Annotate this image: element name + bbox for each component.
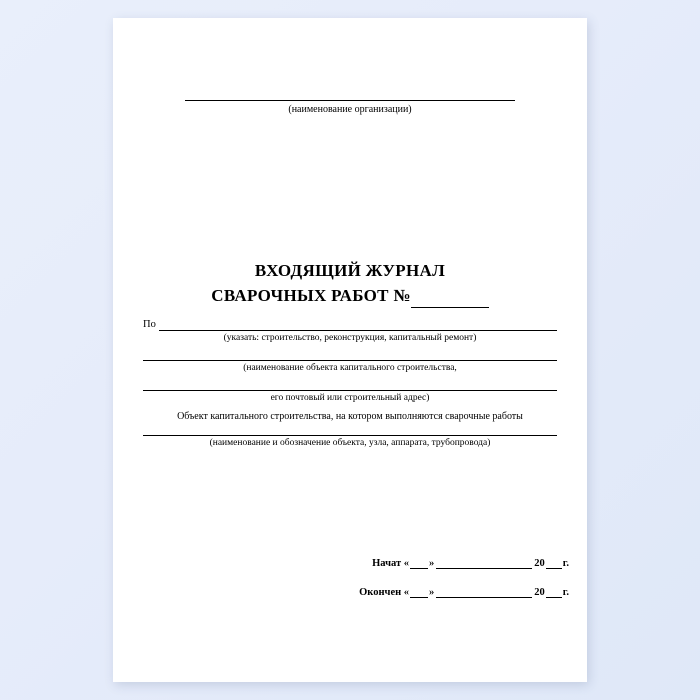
journal-number-blank: [411, 292, 489, 308]
finish-day-blank[interactable]: [410, 587, 428, 598]
field-row-object-name: [143, 349, 557, 374]
organization-block: [185, 100, 515, 116]
start-year-suffix: г.: [562, 558, 569, 569]
finish-label: Окончен «: [359, 587, 410, 598]
field-purpose-label: По: [143, 319, 156, 330]
start-month-blank[interactable]: [436, 558, 532, 569]
document-title: [113, 258, 587, 308]
title-line-2: [113, 283, 587, 308]
field-purpose-caption: (указать: строительство, реконструкция, капитальный ремонт): [223, 333, 477, 343]
start-year-prefix: 20: [534, 558, 545, 569]
finish-month-blank[interactable]: [436, 587, 532, 598]
start-year-blank[interactable]: [546, 558, 562, 569]
field-purpose-blank[interactable]: [159, 319, 557, 331]
finish-year-suffix: г.: [562, 587, 569, 598]
field-object-name-caption: (наименование объекта капитального строительства,: [243, 363, 457, 373]
field-address-blank[interactable]: [143, 379, 557, 391]
finish-year-prefix: 20: [534, 587, 545, 598]
start-quote-close: »: [429, 558, 435, 569]
field-object-designation-blank[interactable]: [143, 424, 557, 436]
field-object-name-blank[interactable]: [143, 349, 557, 361]
footer-row-finish: [113, 587, 587, 598]
field-row-object-designation: [143, 424, 557, 449]
start-day-blank[interactable]: [410, 558, 428, 569]
finish-quote-close: »: [429, 587, 435, 598]
title-line-1: ВХОДЯЩИЙ ЖУРНАЛ: [254, 261, 446, 280]
start-label: Начат «: [372, 558, 410, 569]
field-address-caption: его почтовый или строительный адрес): [270, 393, 430, 403]
field-object-designation-caption: (наименование и обозначение объекта, узла, аппарата, трубопровода): [209, 438, 491, 448]
field-purpose-line: [143, 318, 557, 331]
document-content: [113, 18, 587, 682]
title-line-2-text: СВАРОЧНЫХ РАБОТ №: [211, 286, 411, 305]
field-row-address: [143, 379, 557, 404]
footer-dates: [113, 558, 587, 616]
organization-caption: (наименование организации): [288, 104, 412, 115]
field-row-purpose: [143, 318, 557, 344]
static-note-welding-object: Объект капитального строительства, на котором выполняются сварочные работы: [177, 411, 523, 422]
finish-year-blank[interactable]: [546, 587, 562, 598]
footer-row-start: [113, 558, 587, 569]
document-page: [113, 18, 587, 682]
fields-block: [143, 318, 557, 454]
organization-blank-line: [185, 100, 515, 101]
